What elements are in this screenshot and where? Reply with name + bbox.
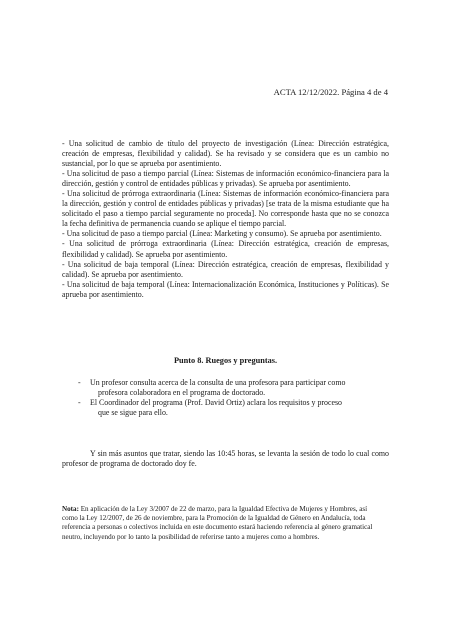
footnote-text: En aplicación de la Ley 3/2007 de 22 de marzo, para la Igualdad Efectiva de Mujeres y Hombres, así como la Ley 12/2007, de 26 de noviembre, para la Promoción de la Igualdad de Género en Andalucía, toda referencia a personas o colectivos incluida en este documento estará haciendo referencia al género gramatical neutro, incluyendo por lo tanto la posibilidad de referirse tanto a mujeres como a hombres. [62,505,373,541]
questions-list [62,378,389,418]
footnote [62,505,384,542]
page-header: ACTA 12/12/2022. Página 4 de 4 [273,87,388,97]
question-text: El Coordinador del programa (Prof. David Ortiz) aclara los requisitos y proceso [90,398,342,408]
agreements-list [62,139,389,300]
question-text-continued: profesora colaboradora en el programa de doctorado. [98,388,266,398]
question-text-continued: que se sigue para ello. [98,408,168,418]
bullet-dash: - [78,378,81,387]
agreement-item: - Una solicitud de paso a tiempo parcial (Línea: Marketing y consumo). Se aprueba por asentimiento. [62,229,382,239]
agreement-item: - Una solicitud de baja temporal (Línea: Dirección estratégica, creación de empresas, flexibilidad y calidad). Se aprueba por asentimiento. [62,259,389,279]
bullet-dash: - [78,398,81,408]
question-item [62,378,389,398]
question-item [62,398,389,418]
question-text: Un profesor consulta acerca de la consulta de una profesora para participar como [90,378,346,387]
footnote-label: Nota: [62,505,79,513]
agreement-item: - Una solicitud de prórroga extraordinaria (Línea: Dirección estratégica, creación de empresas, flexibilidad y calidad). Se aprueba por asentimiento. [62,239,389,259]
closing-paragraph: Y sin más asuntos que tratar, siendo las 10:45 horas, se levanta la sesión de todo lo cual como profesor de programa de doctorado doy fe. [62,448,389,468]
agreement-item: - Una solicitud de paso a tiempo parcial (Línea: Sistemas de información económico-financiera para la dirección, gestión y control de entidades públicas y privadas). Se aprueba por asentimiento. [62,169,389,189]
section-title: Punto 8. Ruegos y preguntas. [173,356,278,365]
agreement-item: - Una solicitud de prórroga extraordinaria (Línea: Sistemas de información económico-financiera para la dirección, gestión y control de entidades públicas y privadas) [se trata de la misma estudiante que ha solicitado el paso a tiempo parcial seguramente no proceda]. No corresponde hasta que no se conozca la fecha definitiva de permanencia cuando se aplique el tiempo parcial. [62,189,389,229]
agreement-item: - Una solicitud de cambio de título del proyecto de investigación (Línea: Dirección estratégica, creación de empresas, flexibilidad y calidad). Se ha revisado y se considera que es un cambio no sustancial, por lo que se aprueba por asentimiento. [62,139,389,169]
agreement-item: - Una solicitud de baja temporal (Línea: Internacionalización Económica, Instituciones y Políticas). Se aprueba por asentimiento. [62,279,389,299]
